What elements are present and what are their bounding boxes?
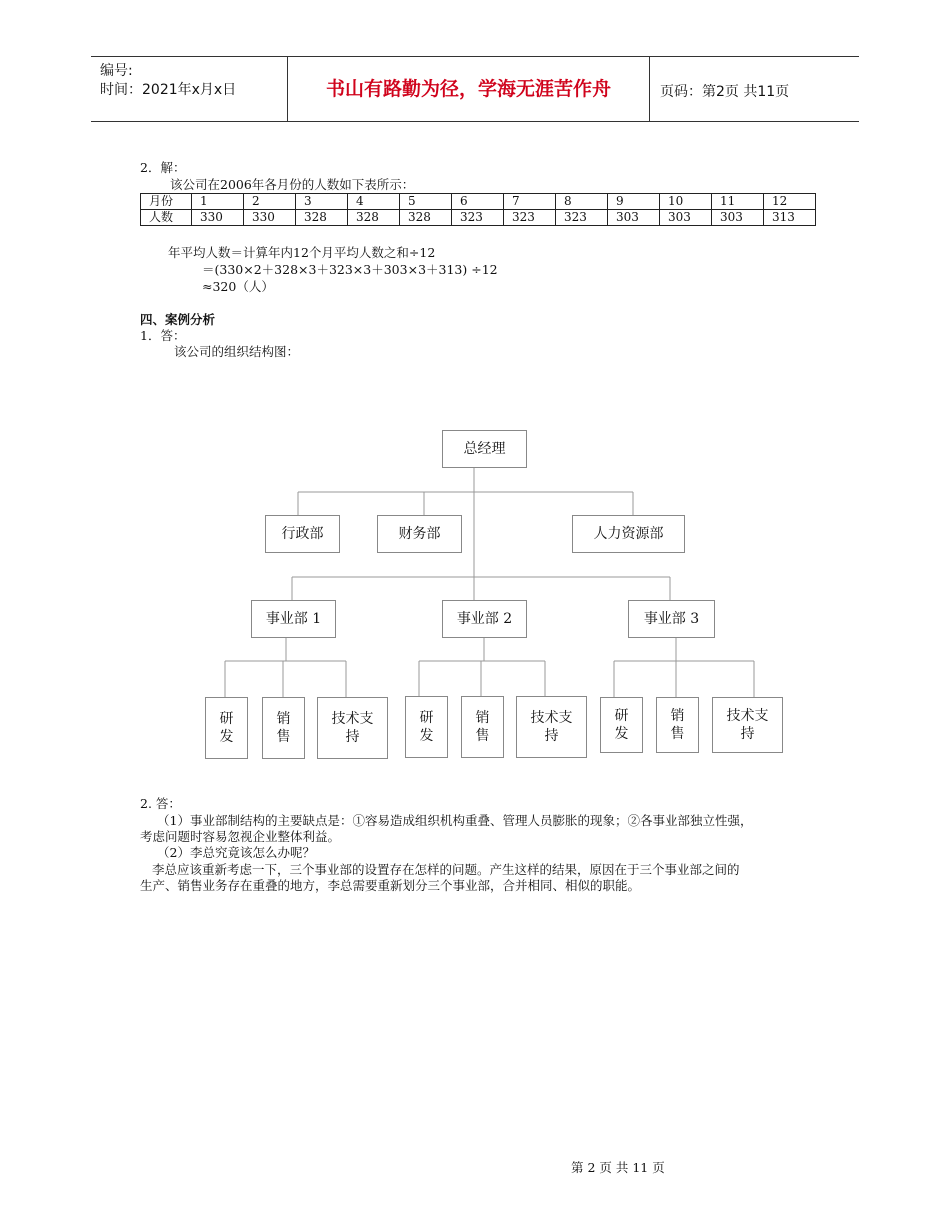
header-number-label: 编号: <box>100 63 133 79</box>
org-node-general-manager: 总经理 <box>442 430 527 468</box>
formula-line-1: 年平均人数＝计算年内12个月平均人数之和÷12 <box>168 245 436 260</box>
table-cell: 7 <box>504 194 556 210</box>
table-cell: 2 <box>244 194 296 210</box>
org-node-sales: 销 售 <box>461 696 504 758</box>
page-footer: 第 2 页 共 11 页 <box>571 1160 665 1175</box>
table-cell: 6 <box>452 194 504 210</box>
table-cell: 5 <box>400 194 452 210</box>
table-cell: 328 <box>400 210 452 226</box>
table-row-label: 人数 <box>141 210 192 226</box>
header-time-label: 时间：2021年x月x日 <box>100 82 237 98</box>
formula-line-2: ＝(330×2＋328×3＋323×3＋303×3＋313) ÷12 <box>202 262 498 277</box>
table-cell: 323 <box>556 210 608 226</box>
table-cell: 3 <box>296 194 348 210</box>
formula-line-3: ≈320（人） <box>202 279 274 294</box>
org-node-division-1: 事业部 1 <box>251 600 336 638</box>
header-page-info: 页码：第2页 共11页 <box>660 84 790 100</box>
section4-q2: 2. 答： <box>140 796 181 811</box>
table-cell: 8 <box>556 194 608 210</box>
table-cell: 323 <box>504 210 556 226</box>
org-node-division-3: 事业部 3 <box>628 600 715 638</box>
header-motto: 书山有路勤为径，学海无涯苦作舟 <box>325 78 611 100</box>
section4-q1: 1．答： <box>140 328 186 343</box>
section4-q1-intro: 该公司的组织结构图： <box>174 344 300 359</box>
org-node-admin: 行政部 <box>265 515 340 553</box>
table-cell: 303 <box>712 210 764 226</box>
org-node-rd: 研 发 <box>600 697 643 753</box>
section4-heading: 四、案例分析 <box>140 312 216 327</box>
table-cell: 10 <box>660 194 712 210</box>
org-node-hr: 人力资源部 <box>572 515 685 553</box>
org-node-rd: 研 发 <box>405 696 448 758</box>
org-node-rd: 研 发 <box>205 697 248 759</box>
section2-heading: 2．解： <box>140 160 186 175</box>
table-cell: 323 <box>452 210 504 226</box>
table-cell: 328 <box>348 210 400 226</box>
table-cell: 330 <box>244 210 296 226</box>
q2-paragraph-3-line-2: 生产、销售业务存在重叠的地方，李总需要重新划分三个事业部，合并相同、相似的职能。 <box>140 878 641 893</box>
org-node-sales: 销 售 <box>262 697 305 759</box>
org-node-tech-support: 技术支 持 <box>516 696 587 758</box>
q2-paragraph-1-line-2: 考虑问题时容易忽视企业整体利益。 <box>140 829 341 844</box>
table-cell: 328 <box>296 210 348 226</box>
table-cell: 11 <box>712 194 764 210</box>
table-cell: 12 <box>764 194 816 210</box>
table-cell: 1 <box>192 194 244 210</box>
section2-intro: 该公司在2006年各月份的人数如下表所示： <box>170 177 415 192</box>
table-cell: 4 <box>348 194 400 210</box>
table-cell: 303 <box>660 210 712 226</box>
org-node-division-2: 事业部 2 <box>442 600 527 638</box>
table-cell: 9 <box>608 194 660 210</box>
q2-paragraph-2: （2）李总究竟该怎么办呢？ <box>157 845 315 860</box>
table-cell: 303 <box>608 210 660 226</box>
table-row-label: 月份 <box>141 194 192 210</box>
org-node-tech-support: 技术支 持 <box>317 697 388 759</box>
table-cell: 330 <box>192 210 244 226</box>
org-node-tech-support: 技术支 持 <box>712 697 783 753</box>
q2-paragraph-1-line-1: （1）事业部制结构的主要缺点是：①容易造成组织机构重叠、管理人员膨胀的现象；②各事业部独立性强， <box>157 813 753 828</box>
org-node-finance: 财务部 <box>377 515 462 553</box>
table-cell: 313 <box>764 210 816 226</box>
org-node-sales: 销 售 <box>656 697 699 753</box>
q2-paragraph-3-line-1: 李总应该重新考虑一下，三个事业部的设置存在怎样的问题。产生这样的结果，原因在于三个事业部之间的 <box>152 862 740 877</box>
